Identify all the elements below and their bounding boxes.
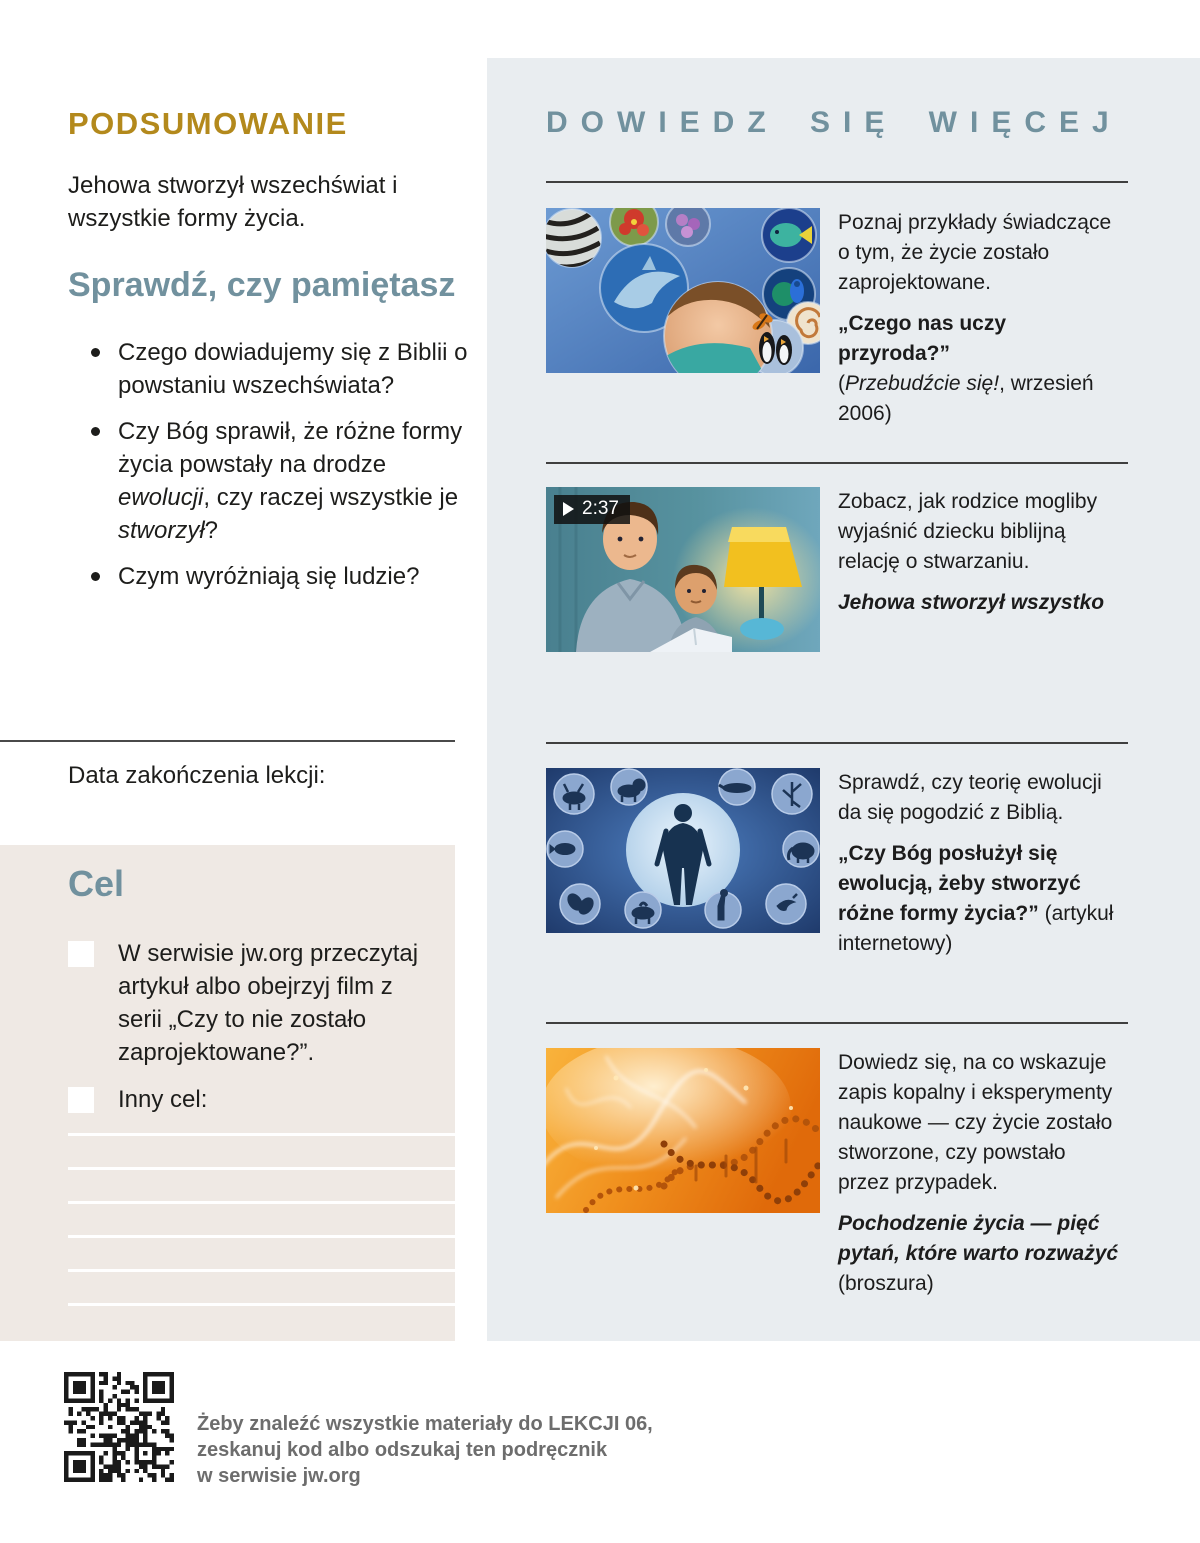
writing-line	[68, 1133, 455, 1136]
evolution-circles-thumbnail[interactable]	[546, 768, 820, 933]
goal-title: Cel	[68, 863, 125, 904]
review-question-1	[68, 336, 468, 402]
goal-checkbox-1[interactable]	[68, 941, 94, 967]
item-description: Sprawdź, czy teorię ewolucji da się pogodzić z Biblią.	[838, 771, 1102, 824]
play-icon	[563, 502, 574, 516]
reference-title: „Czego nas uczy przyroda?”	[838, 312, 1007, 365]
qr-caption	[197, 1411, 653, 1489]
item-description: Poznaj przykłady świadczące o tym, że życie zostało zaprojektowane.	[838, 211, 1112, 294]
reference-source: (Przebudźcie się!, wrzesień 2006)	[838, 372, 1094, 425]
review-title: Sprawdź, czy pamiętasz	[68, 266, 456, 304]
learn-more-item	[546, 487, 1128, 652]
separator-line	[546, 462, 1128, 464]
bullet-icon	[91, 348, 100, 357]
learn-more-item-text	[838, 1048, 1120, 1299]
review-question-list	[68, 336, 468, 606]
review-question-2	[68, 415, 468, 547]
summary-body: Jehowa stworzył wszechświat i wszystkie formy życia.	[68, 172, 398, 232]
separator-line	[546, 181, 1128, 183]
review-question-text: Czy Bóg sprawił, że różne formy życia powstały na drodze ewolucji, czy raczej wszystkie je stworzył?	[118, 418, 463, 544]
learn-more-title: DOWIEDZ SIĘ WIĘCEJ	[546, 106, 1122, 139]
learn-more-item-text	[838, 208, 1120, 429]
completion-date-label: Data zakończenia lekcji:	[68, 762, 326, 789]
review-question-text: Czego dowiadujemy się z Biblii o powstaniu wszechświata?	[118, 339, 468, 399]
qr-caption-line: w serwisie jw.org	[197, 1465, 361, 1487]
qr-caption-line: Żeby znaleźć wszystkie materiały do LEKCJI 06,	[197, 1413, 653, 1435]
separator-line	[546, 742, 1128, 744]
summary-title: PODSUMOWANIE	[68, 106, 348, 141]
reference-title: „Czy Bóg posłużył się ewolucją, żeby stworzyć różne formy życia?” (artykuł internetowy)	[838, 842, 1114, 955]
reference-note: (broszura)	[838, 1272, 934, 1295]
goal-section	[0, 845, 455, 1341]
writing-line	[68, 1303, 455, 1306]
item-description: Dowiedz się, na co wskazuje zapis kopalny i eksperymenty naukowe — czy życie zostało stworzone, czy powstało przez przypadek.	[838, 1051, 1113, 1194]
writing-line	[68, 1269, 455, 1272]
bullet-icon	[91, 427, 100, 436]
writing-line	[68, 1201, 455, 1204]
review-question-text: Czym wyróżniają się ludzie?	[118, 563, 420, 590]
reference-title: Pochodzenie życia — pięć pytań, które warto rozważyć	[838, 1212, 1119, 1265]
learn-more-panel	[487, 58, 1200, 1341]
reference-title: Jehowa stworzył wszystko	[838, 591, 1105, 614]
review-question-3	[68, 560, 468, 593]
father-son-video-thumbnail[interactable]	[546, 487, 820, 652]
goal-option-jworg	[68, 937, 428, 1069]
learn-more-item-text	[838, 768, 1120, 959]
writing-line	[68, 1167, 455, 1170]
learn-more-item	[546, 208, 1128, 429]
goal-option-text: Inny cel:	[118, 1086, 208, 1113]
qr-code	[64, 1372, 174, 1482]
goal-option-other	[68, 1083, 428, 1116]
video-duration-badge	[554, 495, 630, 524]
learn-more-item-text	[838, 487, 1120, 652]
item-description: Zobacz, jak rodzice mogliby wyjaśnić dziecku biblijną relację o stwarzaniu.	[838, 490, 1098, 573]
qr-caption-line: zeskanuj kod albo odszukaj ten podręcznik	[197, 1439, 608, 1461]
creation-collage-thumbnail[interactable]	[546, 208, 820, 373]
learn-more-item	[546, 1048, 1128, 1299]
writing-line	[68, 1235, 455, 1238]
video-duration: 2:37	[582, 498, 619, 519]
reference-note: (artykuł internetowy)	[838, 902, 1114, 955]
goal-checkbox-2[interactable]	[68, 1087, 94, 1113]
bullet-icon	[91, 572, 100, 581]
learn-more-item	[546, 768, 1128, 959]
divider-line	[0, 740, 455, 742]
dna-strand-thumbnail[interactable]	[546, 1048, 820, 1213]
goal-option-text: W serwisie jw.org przeczytaj artykuł albo obejrzyj film z serii „Czy to nie zostało zaprojektowane?”.	[118, 940, 419, 1066]
separator-line	[546, 1022, 1128, 1024]
